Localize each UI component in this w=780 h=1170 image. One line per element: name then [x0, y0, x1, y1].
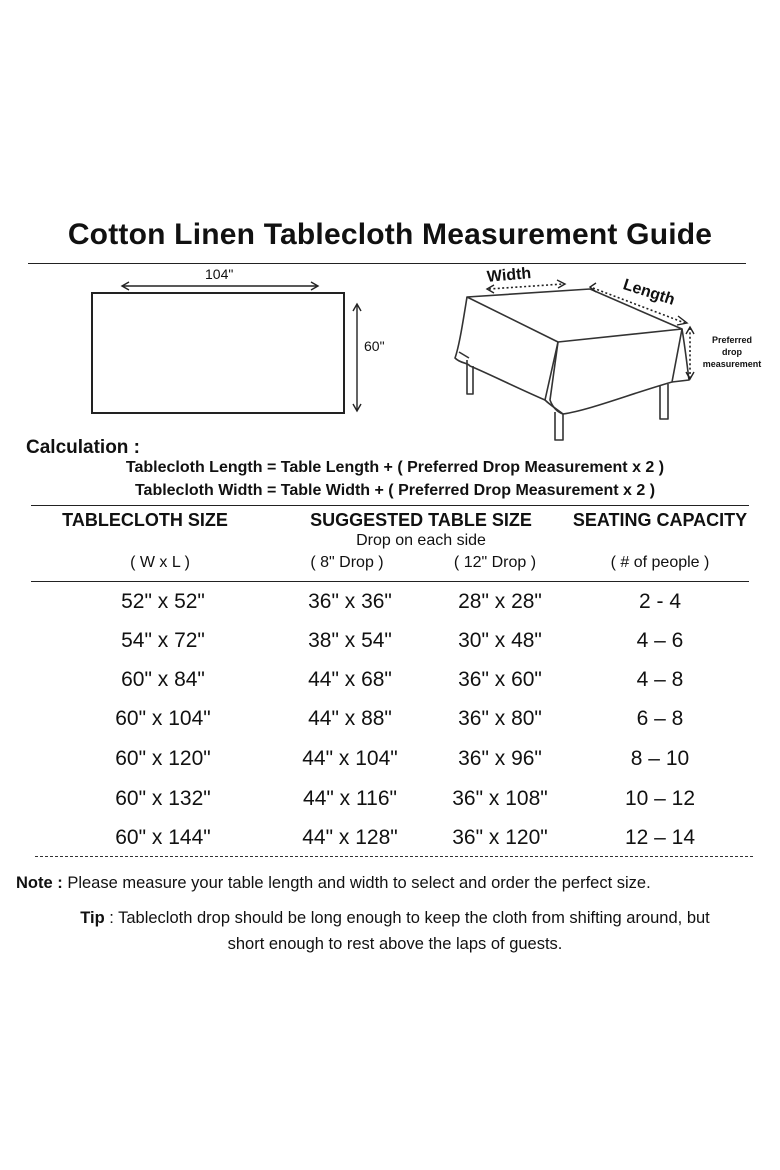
cell-tablecloth-size: 60" x 104" — [115, 707, 211, 730]
note-body: Please measure your table length and width to select and order the perfect size. — [62, 874, 651, 892]
cell-8-drop: 44" x 116" — [303, 787, 397, 810]
cell-12-drop: 36" x 108" — [452, 787, 548, 810]
note-label: Note : — [16, 874, 63, 892]
cell-12-drop: 36" x 80" — [458, 707, 542, 730]
cell-12-drop: 36" x 60" — [458, 668, 542, 691]
cell-tablecloth-size: 60" x 144" — [115, 826, 211, 849]
cell-seating: 6 – 8 — [636, 707, 684, 730]
drop-each-side-label: Drop on each side — [356, 532, 486, 549]
header-seating-capacity: SEATING CAPACITY — [572, 510, 748, 530]
cell-8-drop: 44" x 128" — [302, 826, 398, 849]
cell-seating: 2 - 4 — [638, 590, 682, 613]
subheader-8-drop: ( 8" Drop ) — [310, 554, 384, 571]
flat-tablecloth-diagram — [85, 262, 405, 422]
flat-tablecloth-rect — [91, 292, 345, 414]
table-width-label: Width — [486, 265, 532, 286]
header-bottom-rule — [31, 581, 749, 582]
tip-text — [0, 905, 780, 957]
table-illustration — [445, 262, 780, 452]
cell-8-drop: 44" x 104" — [302, 747, 398, 770]
cell-tablecloth-size: 52" x 52" — [121, 590, 205, 613]
tip-body-1: : Tablecloth drop should be long enough to keep the cloth from shifting around, but — [104, 909, 710, 927]
cell-12-drop: 28" x 28" — [458, 590, 542, 613]
subheader-12-drop: ( 12" Drop ) — [453, 554, 537, 571]
cell-12-drop: 30" x 48" — [458, 629, 542, 652]
cell-seating: 12 – 14 — [624, 826, 696, 849]
tip-label: Tip — [80, 909, 105, 927]
preferred-drop-label — [701, 334, 763, 370]
cell-8-drop: 36" x 36" — [308, 590, 392, 613]
cell-seating: 4 – 6 — [636, 629, 684, 652]
flat-height-label: 60" — [364, 338, 385, 354]
tip-line-2: short enough to rest above the laps of guests. — [227, 935, 563, 953]
page-title: Cotton Linen Tablecloth Measurement Guide — [67, 218, 713, 251]
drop-label-line-1: Preferred — [711, 335, 753, 345]
cell-seating: 8 – 10 — [630, 747, 690, 770]
table-length-label: Length — [620, 276, 677, 309]
header-suggested-table-size: SUGGESTED TABLE SIZE — [310, 510, 532, 530]
cell-tablecloth-size: 60" x 132" — [115, 787, 211, 810]
cell-8-drop: 44" x 88" — [308, 707, 392, 730]
cell-seating: 4 – 8 — [636, 668, 684, 691]
width-formula: Tablecloth Width = Table Width + ( Preferred Drop Measurement x 2 ) — [134, 482, 656, 499]
flat-width-label: 104" — [205, 266, 234, 282]
cell-8-drop: 38" x 54" — [308, 629, 392, 652]
tip-line-1 — [0, 905, 780, 931]
drop-label-line-3: measurement — [702, 359, 762, 369]
calculation-title: Calculation : — [26, 437, 141, 458]
cell-8-drop: 44" x 68" — [308, 668, 392, 691]
note-text — [16, 874, 651, 893]
table-top-rule — [31, 505, 749, 506]
cell-12-drop: 36" x 120" — [452, 826, 548, 849]
length-formula: Tablecloth Length = Table Length + ( Preferred Drop Measurement x 2 ) — [125, 459, 665, 476]
dashed-divider — [35, 856, 753, 857]
subheader-people: ( # of people ) — [610, 554, 710, 571]
cell-tablecloth-size: 60" x 120" — [115, 747, 211, 770]
subheader-wxl: ( W x L ) — [130, 554, 190, 571]
drop-label-line-2: drop — [722, 347, 742, 357]
cell-tablecloth-size: 60" x 84" — [121, 668, 205, 691]
cell-tablecloth-size: 54" x 72" — [121, 629, 205, 652]
cell-seating: 10 – 12 — [624, 787, 696, 810]
header-tablecloth-size: TABLECLOTH SIZE — [62, 510, 228, 530]
cell-12-drop: 36" x 96" — [458, 747, 542, 770]
